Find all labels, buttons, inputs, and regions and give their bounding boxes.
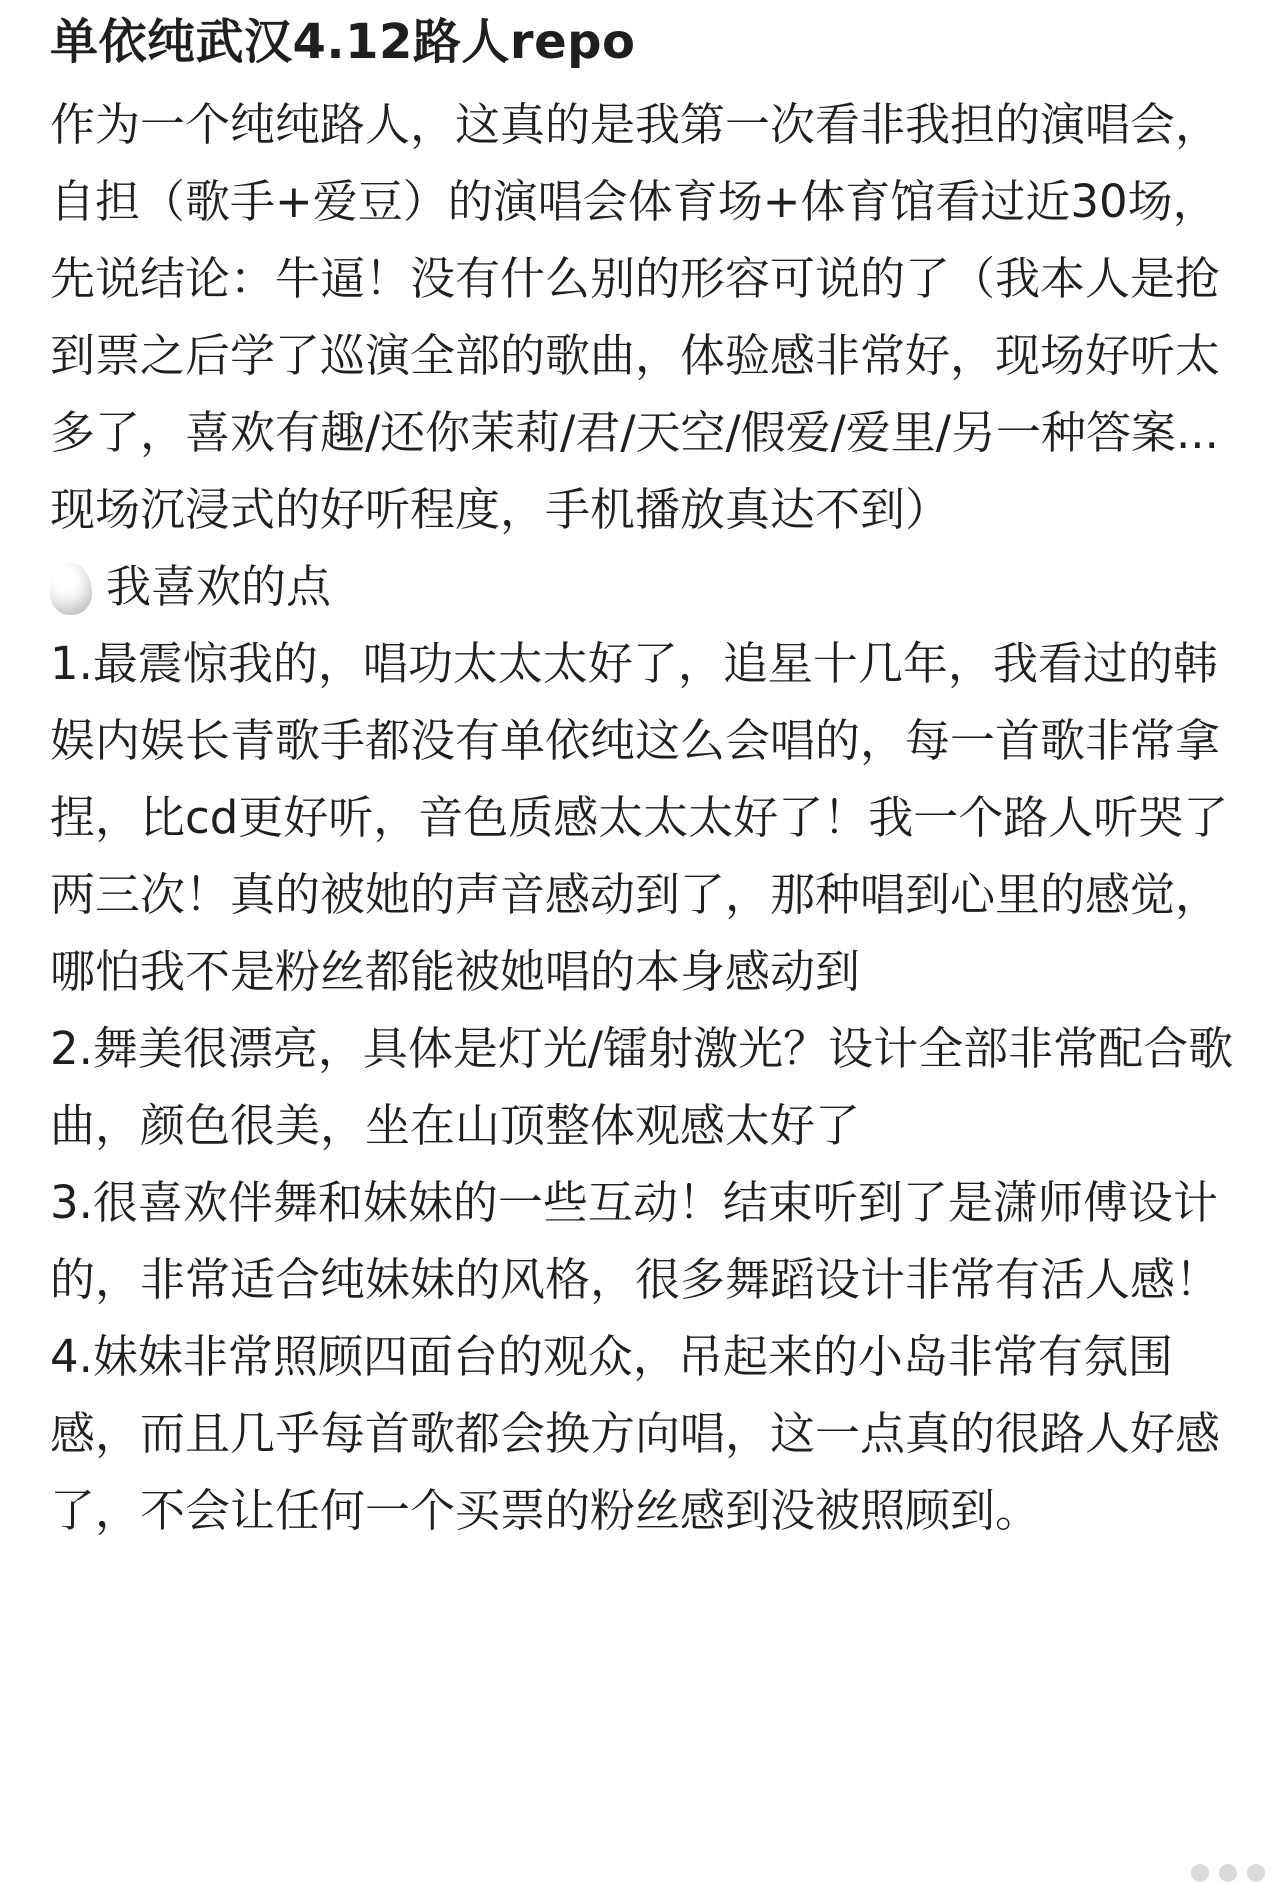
- post-title: 单依纯武汉4.12路人repo: [50, 14, 636, 70]
- list-item: 2.舞美很漂亮，具体是灯光/镭射激光？设计全部非常配合歌曲，颜色很美，坐在山顶整体观感太好了: [50, 1022, 1234, 1152]
- intro-paragraph: 作为一个纯纯路人，这真的是我第一次看非我担的演唱会，自担（歌手+爱豆）的演唱会体育场+体育馆看过近30场，先说结论：牛逼！没有什么别的形容可说的了（我本人是抢到票之后学了巡演全部的歌曲，体验感非常好，现场好听太多了，喜欢有趣/还你茉莉/君/天空/假爱/爱里/另一种答案...现场沉浸式的好听程度，手机播放真达不到）: [50, 98, 1221, 536]
- points-list: [50, 625, 1240, 1549]
- watermark-dot-icon: [1219, 1864, 1237, 1882]
- section-header: [50, 548, 1240, 625]
- list-item: 3.很喜欢伴舞和妹妹的一些互动！结束听到了是潇师傅设计的，非常适合纯妹妹的风格，很多舞蹈设计非常有活人感！: [50, 1176, 1221, 1306]
- post-content: [50, 10, 1240, 1549]
- list-item: 1.最震惊我的，唱功太太太好了，追星十几年，我看过的韩娱内娱长青歌手都没有单依纯这么会唱的，每一首歌非常拿捏，比cd更好听，音色质感太太太好了！我一个路人听哭了两三次！真的被她的声音感动到了，那种唱到心里的感觉，哪怕我不是粉丝都能被她唱的本身感动到: [50, 637, 1229, 998]
- section-label: 我喜欢的点: [106, 560, 332, 613]
- watermark-dot-icon: [1247, 1864, 1265, 1882]
- list-item: 4.妹妹非常照顾四面台的观众，吊起来的小岛非常有氛围感，而且几乎每首歌都会换方向唱，这一点真的很路人好感了，不会让任何一个买票的粉丝感到没被照顾到。: [50, 1330, 1221, 1537]
- watermark-dots: [1191, 1864, 1265, 1882]
- watermark-dot-icon: [1191, 1864, 1209, 1882]
- egg-icon: [50, 563, 92, 615]
